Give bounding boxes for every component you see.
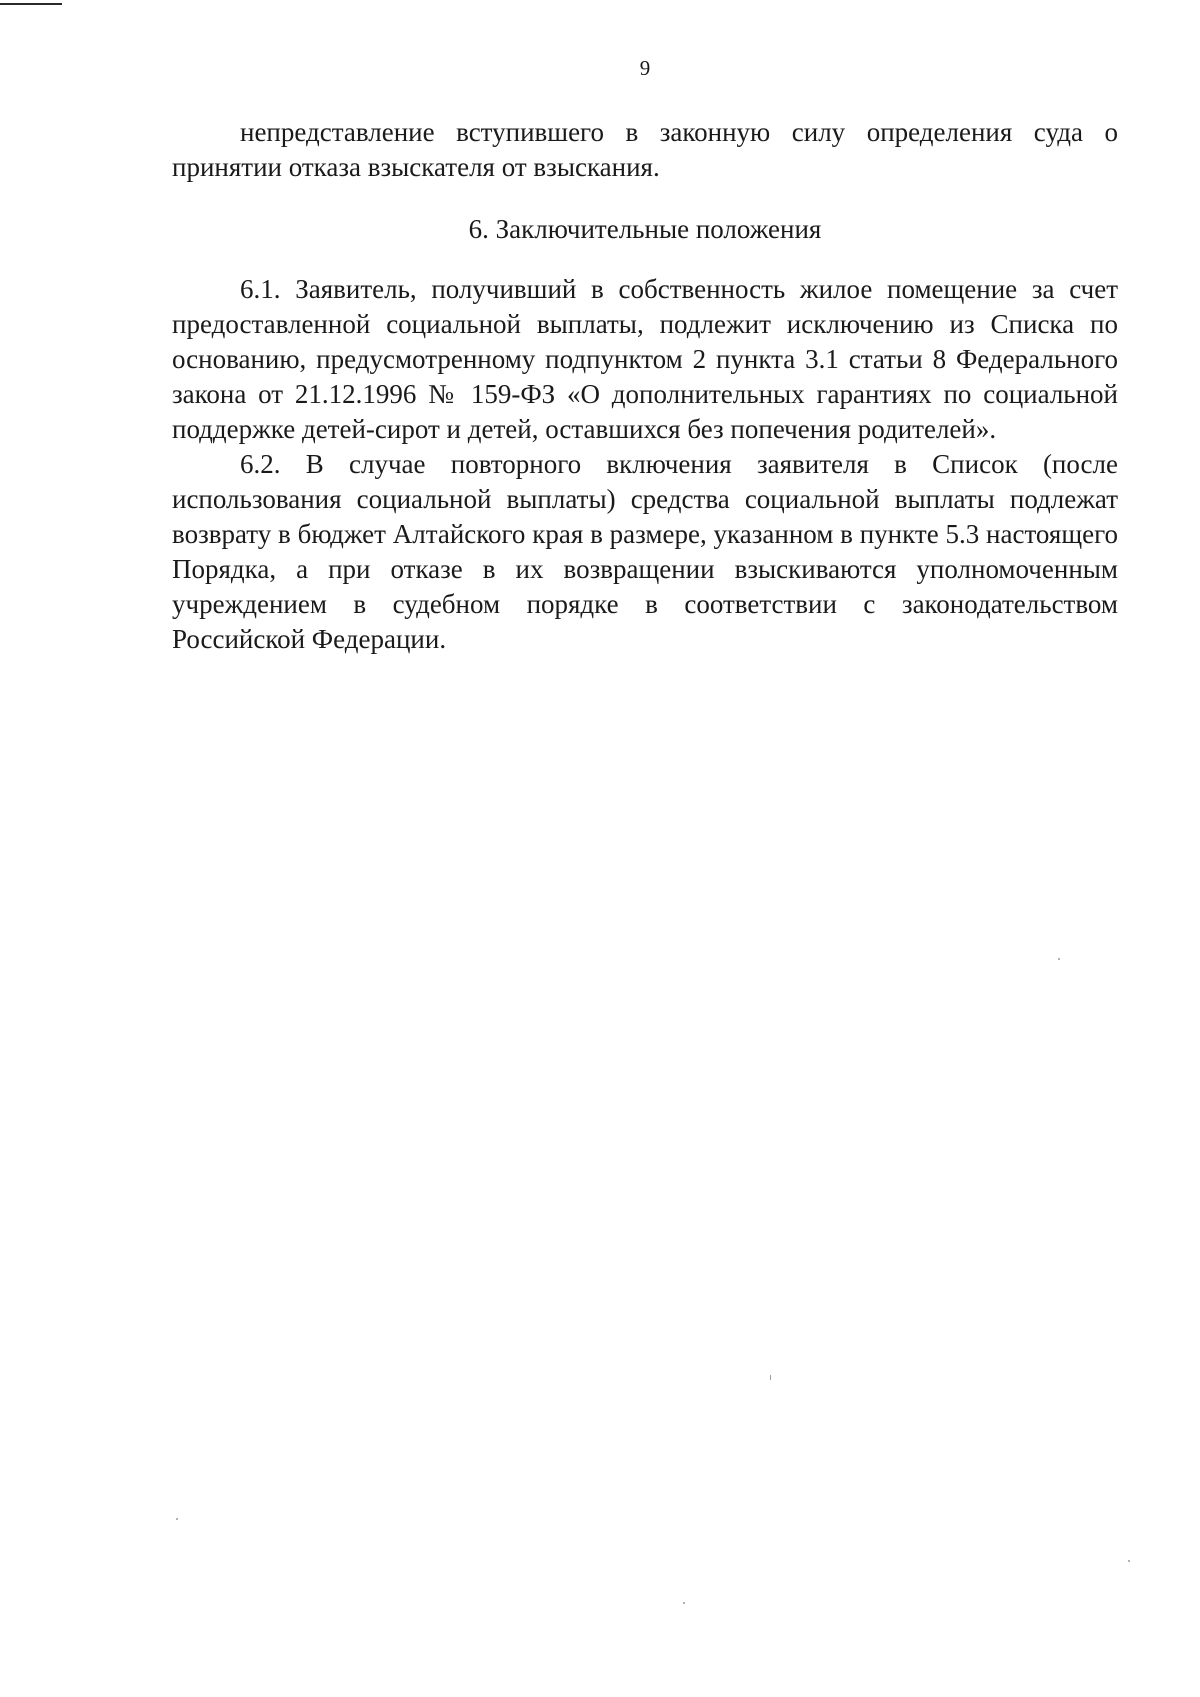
paragraph-6-2: 6.2. В случае повторного включения заявителя в Список (после использования социальной выплаты) средства социальной выплаты подлежат возврату в бюджет Алтайского края в размере, указанном в пункте 5.3 настоящего Порядка, а при отказе в их возвращении взыскиваются уполномоченным учреждением в судебном порядке в соответствии с законодательством Российской Федерации. [172,449,1118,654]
scan-speck [176,1518,178,1520]
scan-speck [1128,1560,1130,1562]
document-body [172,115,1118,657]
page-number: 9 [639,56,651,80]
scan-speck [1058,958,1060,960]
section-heading: 6. Заключительные положения [468,214,822,244]
scan-speck [683,1602,685,1604]
corner-scan-rule [0,3,62,5]
paragraph-6-1: 6.1. Заявитель, получивший в собственность жилое помещение за счет предоставленной социальной выплаты, подлежит исключению из Списка по основанию, предусмотренному подпунктом 2 пункта 3.1 статьи 8 Федерального закона от 21.12.1996 № 159-ФЗ «О дополнительных гарантиях по социальной поддержке детей-сирот и детей, оставшихся без попечения родителей». [172,274,1118,444]
intro-paragraph: непредставление вступившего в законную силу определения суда о принятии отказа взыскателя от взыскания. [172,117,1118,182]
scan-speck [770,1375,771,1380]
